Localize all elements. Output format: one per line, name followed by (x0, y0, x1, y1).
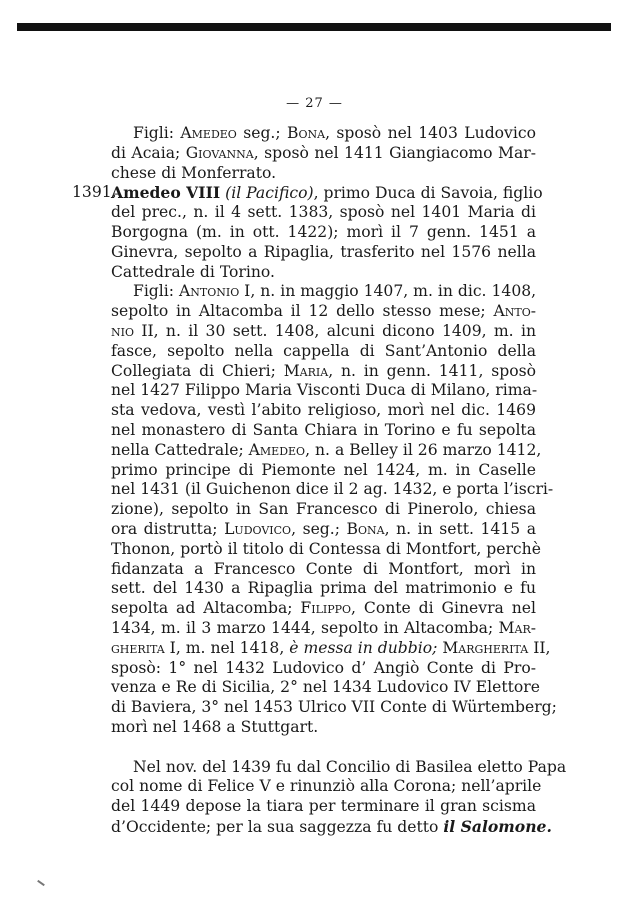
scan-mark (37, 880, 45, 886)
line: del 1449 depose la tiara per terminare il gran scisma (111, 797, 536, 816)
line: sett. del 1430 a Ripaglia prima del matrimonio e fu (111, 579, 536, 598)
line: 1434, m. il 3 marzo 1444, sepolto in Altacomba; Mar- (111, 618, 536, 637)
top-rule (17, 23, 611, 31)
line: sepolto in Altacomba il 12 dello stesso mese; Anto- (111, 302, 536, 321)
line: del prec., n. il 4 sett. 1383, sposò nel 1401 Maria di (111, 203, 536, 222)
line: Nel nov. del 1439 fu dal Concilio di Basilea eletto Papa (133, 757, 567, 776)
line: d’Occidente; per la sua saggezza fu detto il Salomone. (111, 816, 552, 836)
line: primo principe di Piemonte nel 1424, m. in Caselle (111, 460, 536, 479)
line: nio II, n. il 30 sett. 1408, alcuni dicono 1409, m. in (111, 321, 536, 340)
line: nel 1427 Filippo Maria Visconti Duca di Milano, rima- (111, 381, 538, 400)
paragraph-papacy (111, 757, 567, 837)
line: venza e Re di Sicilia, 2° nel 1434 Ludovico IV Elettore (111, 678, 540, 697)
line: Figli: Amedeo seg.; Bona, sposò nel 1403 Ludovico (133, 124, 536, 142)
paragraph-children (111, 282, 557, 737)
line: Amedeo VIII (il Pacifico), primo Duca di Savoia, figlio (111, 183, 543, 203)
line: nel 1431 (il Guichenon dice il 2 ag. 1432, e porta l’iscri- (111, 480, 554, 499)
line: morì nel 1468 a Stuttgart. (111, 717, 319, 736)
line: fasce, sepolto nella cappella di Sant’Antonio della (111, 341, 536, 360)
line: Borgogna (m. in ott. 1422); morì il 7 genn. 1451 a (111, 222, 536, 241)
line: fidanzata a Francesco Conte di Montfort, morì in (111, 559, 536, 578)
line: nel monastero di Santa Chiara in Torino e fu sepolta (111, 420, 536, 439)
line: Thonon, portò il titolo di Contessa di Montfort, perchè (111, 539, 541, 558)
line: col nome di Felice V e rinunziò alla Corona; nell’aprile (111, 777, 542, 796)
line: sepolta ad Altacomba; Filippo, Conte di Ginevra nel (111, 599, 536, 618)
line: zione), sepolto in San Francesco di Pinerolo, chiesa (111, 500, 536, 519)
line: nella Cattedrale; Amedeo, n. a Belley il 26 marzo 1412, (111, 440, 542, 459)
line: chese di Monferrato. (111, 163, 277, 182)
line: Figli: Antonio I, n. in maggio 1407, m. in dic. 1408, (133, 282, 537, 301)
line: ora distrutta; Ludovico, seg.; Bona, n. in sett. 1415 a (111, 519, 537, 538)
entry-name: Amedeo VIII (111, 183, 221, 203)
paragraph-children-prev (111, 124, 536, 183)
entry-year: 1391. (72, 183, 117, 202)
line: Collegiata di Chieri; Maria, n. in genn. 1411, sposò (111, 361, 536, 380)
line: gherita I, m. nel 1418, è messa in dubbio; Margherita II, (111, 638, 551, 657)
line: Ginevra, sepolto a Ripaglia, trasferito nel 1576 nella (111, 242, 536, 261)
line: Cattedrale di Torino. (111, 262, 275, 281)
line: sta vedova, vestì l’abito religioso, morì nel dic. 1469 (111, 401, 536, 420)
line: di Baviera, 3° nel 1453 Ulrico VII Conte di Würtemberg; (111, 698, 557, 717)
paragraph-entry (111, 183, 543, 282)
line: di Acaia; Giovanna, sposò nel 1411 Giangiacomo Mar- (111, 143, 536, 162)
line: sposò: 1° nel 1432 Ludovico d’ Angiò Conte di Pro- (111, 658, 536, 677)
page-number: — 27 — (286, 96, 343, 111)
